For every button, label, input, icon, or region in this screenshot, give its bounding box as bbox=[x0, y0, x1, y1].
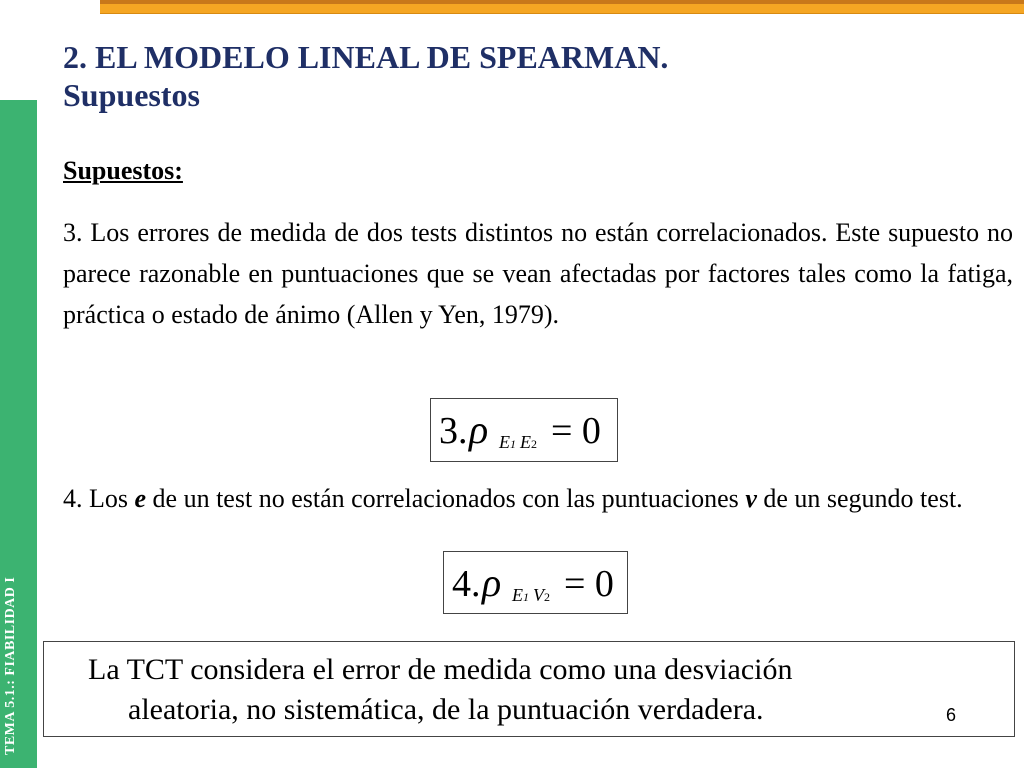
formula-4-sub-b: V2 bbox=[533, 585, 550, 605]
slide-number: 6 bbox=[946, 705, 957, 725]
sidebar-topic-label: TEMA 5.1.: FIABILIDAD I bbox=[3, 576, 18, 755]
assumption-4-text: 4. Los e de un test no están correlacionados con las puntuaciones v de un segundo test. bbox=[63, 484, 963, 513]
section-subheading: Supuestos: bbox=[63, 156, 183, 185]
formula-4-number: 4. bbox=[452, 563, 481, 605]
scores-symbol: v bbox=[745, 484, 757, 513]
slide-title-line2: Supuestos bbox=[63, 77, 200, 113]
formula-3-box bbox=[430, 398, 618, 462]
top-accent-bar-edge bbox=[100, 0, 1024, 4]
formula-4-equals: = 0 bbox=[564, 563, 614, 605]
formula-3-sub-a: E1 bbox=[499, 432, 516, 452]
rho-symbol: ρ bbox=[482, 560, 502, 605]
slide-title-line1: 2. EL MODELO LINEAL DE SPEARMAN. bbox=[63, 39, 669, 75]
errors-symbol: e bbox=[134, 484, 147, 513]
conclusion-line2: aleatoria, no sistemática, de la puntuación verdadera. bbox=[128, 693, 764, 726]
rho-symbol: ρ bbox=[469, 407, 489, 452]
formula-3-sub-b: E2 bbox=[520, 432, 537, 452]
conclusion-line1: La TCT considera el error de medida como una desviación bbox=[88, 653, 793, 686]
slide-title bbox=[63, 38, 668, 114]
formula-3-equals: = 0 bbox=[551, 410, 601, 452]
assumption-3-text: 3. Los errores de medida de dos tests distintos no están correlacionados. Este supuesto no parece razonable en puntuaciones que se vean afectadas por factores tales como la fatiga, práctica o estado de ánimo (Allen y Yen, 1979). bbox=[63, 218, 1013, 329]
formula-4-sub-a: E1 bbox=[512, 585, 529, 605]
formula-3-number: 3. bbox=[439, 410, 468, 452]
formula-4-box bbox=[443, 551, 628, 614]
conclusion-box bbox=[43, 641, 1015, 737]
